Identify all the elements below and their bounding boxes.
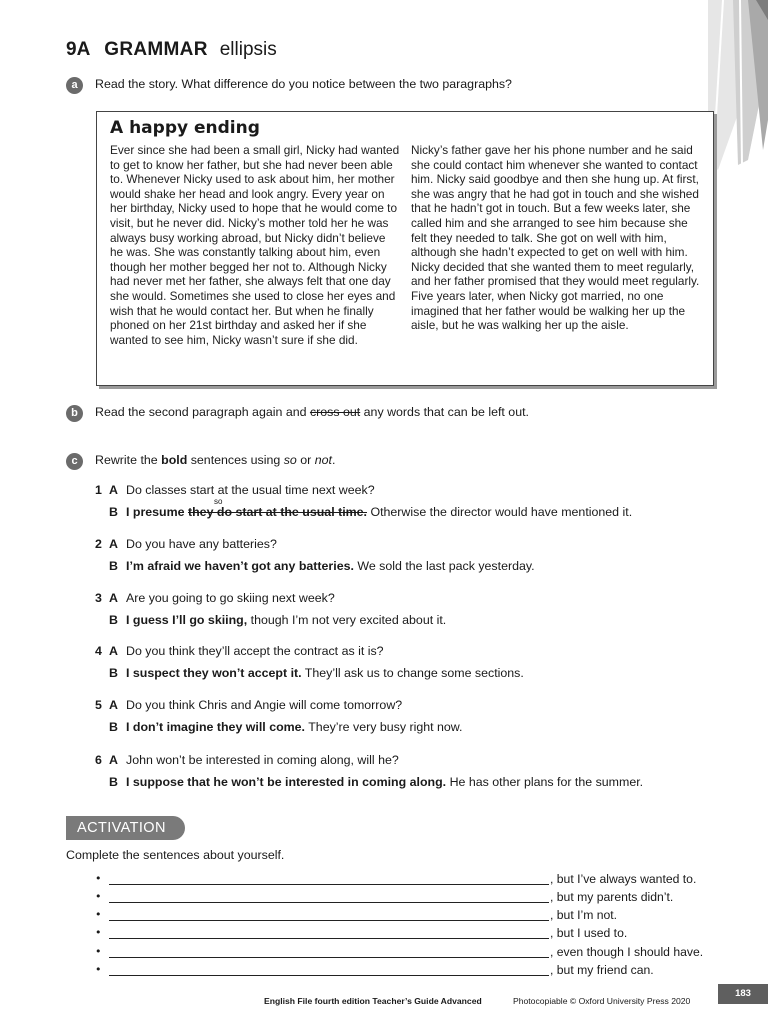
sentence-ending: , but I’ve always wanted to. (550, 872, 697, 886)
question-b-line (126, 559, 535, 573)
question-b-line (126, 666, 524, 680)
exercise-b-text-2: any words that can be left out. (360, 405, 529, 419)
question-number: 1 (95, 483, 102, 497)
exercise-c-instruction (95, 453, 335, 467)
answer-blank[interactable] (109, 920, 549, 921)
b-rest-text: He has other plans for the summer. (446, 775, 644, 789)
b-bold-text: I presume (126, 505, 188, 519)
exercise-c-dot: . (331, 453, 336, 467)
question-number: 5 (95, 698, 102, 712)
section-name: GRAMMAR (104, 39, 208, 60)
unit-number: 9A (66, 39, 91, 60)
sentence-ending: , but my parents didn’t. (550, 890, 674, 904)
story-paragraph-2: Nicky’s father gave her his phone number and he said she could contact him whenever she wanted to contact him. Nicky said goodbye and then she hung up. At first, she was angry that he had got in touch and she wished that he hadn’t got in touch. But a few weeks later, she called him and she arranged to see him because she felt they needed to talk. She got on well with him, although she hadn’t expected to get on well with him. Nicky decided that she wanted them to meet regularly, and her father promised that they would meet regularly. Five years later, when Nicky got married, no one imagined that her father would be walking her up the aisle, but he was walking her up the aisle. (411, 143, 700, 333)
speaker-b-label: B (109, 559, 118, 573)
answer-blank[interactable] (109, 975, 549, 976)
activation-label: ACTIVATION (66, 816, 185, 840)
question-a-line: Do you think they’ll accept the contract as it is? (126, 644, 384, 658)
b-rest-text: Otherwise the director would have mentioned it. (367, 505, 633, 519)
exercise-c-text-1: Rewrite the (95, 453, 162, 467)
exercise-c-text-2: sentences using (187, 453, 284, 467)
exercise-b-text-1: Read the second paragraph again and (95, 405, 310, 419)
corner-decoration (708, 0, 768, 170)
speaker-b-label: B (109, 720, 118, 734)
story-box (96, 111, 714, 386)
question-b-line (126, 505, 632, 519)
speaker-b-label: B (109, 666, 118, 680)
exercise-c-not: not (314, 453, 332, 467)
bullet: • (95, 872, 102, 885)
sentence-ending: , but my friend can. (550, 963, 654, 977)
question-a-line: Are you going to go skiing next week? (126, 591, 335, 605)
story-title: A happy ending (110, 118, 260, 138)
handwritten-correction: so (214, 497, 223, 506)
bullet: • (95, 945, 102, 958)
speaker-b-label: B (109, 775, 118, 789)
question-number: 2 (95, 537, 102, 551)
b-rest-text: They’ll ask us to change some sections. (301, 666, 524, 680)
question-a-line: John won’t be interested in coming along, will he? (126, 753, 399, 767)
speaker-b-label: B (109, 613, 118, 627)
b-bold-text: I don’t imagine they will come. (126, 720, 306, 734)
exercise-c-bold: bold (161, 453, 188, 467)
question-number: 6 (95, 753, 102, 767)
b-rest-text: We sold the last pack yesterday. (353, 559, 535, 573)
b-struck-text: they do start at the usual time. (187, 505, 367, 519)
bullet: • (95, 963, 102, 976)
speaker-a-label: A (109, 591, 118, 605)
footer-book-title: English File fourth edition Teacher’s Guide Advanced (264, 996, 482, 1006)
answer-blank[interactable] (109, 938, 549, 939)
speaker-a-label: A (109, 753, 118, 767)
sentence-ending: , but I used to. (550, 926, 628, 940)
page-title (66, 38, 277, 61)
bullet: • (95, 908, 102, 921)
sentence-ending: , but I’m not. (550, 908, 618, 922)
exercise-b-struck: cross out (309, 405, 361, 419)
question-b-line (126, 720, 463, 734)
exercise-c-or: or (296, 453, 315, 467)
speaker-a-label: A (109, 483, 118, 497)
exercise-c-so: so (283, 453, 297, 467)
story-paragraph-1: Ever since she had been a small girl, Nicky had wanted to get to know her father, but she had never been able to. Whenever Nicky used to ask about him, her mother would shake her head and look angry. Every year on her birthday, Nicky used to hope that he would come to visit, but he never did. Nicky’s mother told her he was always busy working abroad, but Nicky didn’t believe he was. She was constantly talking about him, even though her mother begged her not to. Although Nicky had never met her father, she always felt that one day she would. Sometimes she used to close her eyes and wish that he would contact her. But when he finally phoned on her 21st birthday and asked her if she wanted to see him, Nicky wasn’t sure if she did. (110, 143, 400, 347)
answer-blank[interactable] (109, 902, 549, 903)
exercise-a-instruction: Read the story. What difference do you notice between the two paragraphs? (95, 77, 512, 91)
b-rest-text: They’re very busy right now. (305, 720, 463, 734)
exercise-c-badge: c (66, 453, 83, 470)
speaker-a-label: A (109, 644, 118, 658)
answer-blank[interactable] (109, 884, 549, 885)
b-bold-text: I suspect they won’t accept it. (126, 666, 302, 680)
page-number: 183 (718, 984, 768, 1004)
speaker-a-label: A (109, 537, 118, 551)
bullet: • (95, 926, 102, 939)
question-number: 3 (95, 591, 102, 605)
answer-blank[interactable] (109, 957, 549, 958)
question-a-line: Do you have any batteries? (126, 537, 277, 551)
speaker-b-label: B (109, 505, 118, 519)
exercise-b-badge: b (66, 405, 83, 422)
topic-name: ellipsis (219, 39, 277, 60)
question-b-line (126, 613, 446, 627)
speaker-a-label: A (109, 698, 118, 712)
b-bold-text: I’m afraid we haven’t got any batteries. (126, 559, 354, 573)
exercise-b-instruction (95, 405, 529, 419)
activation-instruction: Complete the sentences about yourself. (66, 848, 285, 862)
b-bold-text: I suppose that he won’t be interested in coming along. (126, 775, 447, 789)
sentence-ending: , even though I should have. (550, 945, 704, 959)
question-a-line: Do classes start at the usual time next week? (126, 483, 375, 497)
question-b-line (126, 775, 643, 789)
exercise-a-badge: a (66, 77, 83, 94)
footer-copyright: Photocopiable © Oxford University Press 2020 (513, 996, 691, 1006)
question-number: 4 (95, 644, 102, 658)
b-rest-text: though I’m not very excited about it. (247, 613, 447, 627)
b-bold-text: I guess I’ll go skiing, (126, 613, 248, 627)
question-a-line: Do you think Chris and Angie will come tomorrow? (126, 698, 403, 712)
bullet: • (95, 890, 102, 903)
